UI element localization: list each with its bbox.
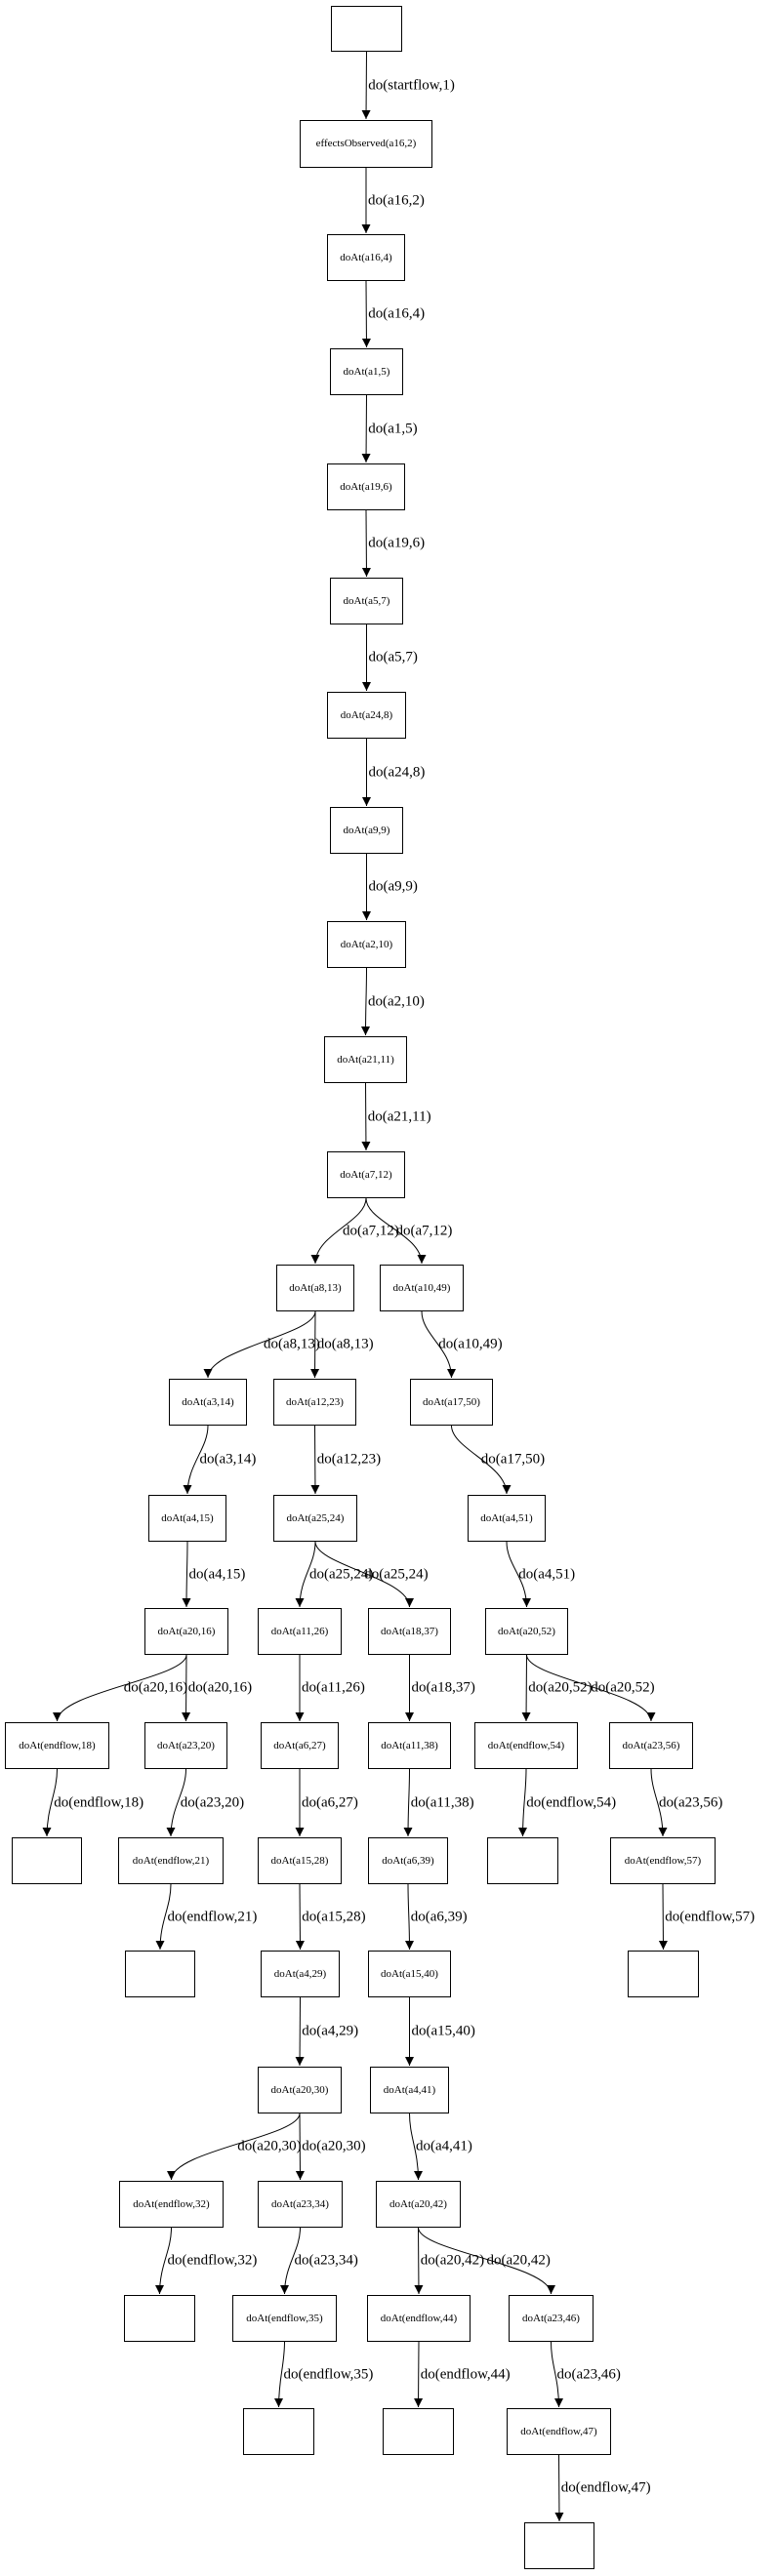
graph-node: doAt(a4,51) [468, 1495, 546, 1542]
edge-label: do(a16,2) [368, 192, 425, 208]
graph-node: doAt(endflow,35) [232, 2295, 337, 2342]
edge-label: do(a25,24) [364, 1566, 429, 1582]
edge-label: do(a23,56) [659, 1794, 723, 1810]
edge-label: do(a4,29) [302, 2023, 359, 2039]
edge-label: do(a19,6) [368, 535, 426, 551]
graph-node-empty [524, 2522, 594, 2569]
edge-label: do(a20,52) [591, 1679, 655, 1696]
graph-node: doAt(endflow,32) [119, 2181, 224, 2228]
edge-label: do(a20,16) [187, 1679, 253, 1696]
edge-label: do(a23,46) [556, 2366, 621, 2382]
graph-node: doAt(a15,40) [368, 1951, 451, 1997]
graph-node: doAt(a25,24) [273, 1495, 357, 1542]
graph-node: doAt(a1,5) [330, 348, 403, 395]
graph-node: doAt(a7,12) [327, 1151, 405, 1198]
edge-line [315, 1426, 316, 1494]
edge-line [559, 2455, 560, 2521]
graph-node: doAt(a20,16) [144, 1608, 228, 1655]
graph-node: doAt(a4,41) [370, 2067, 449, 2113]
edge-line [366, 510, 367, 577]
edge-line [300, 1884, 301, 1950]
edge-line [366, 52, 367, 119]
graph-node-empty [331, 6, 402, 52]
edge-label: do(a20,30) [302, 2138, 366, 2154]
graph-node: doAt(a20,42) [376, 2181, 461, 2228]
edge-label: do(a23,20) [180, 1794, 245, 1810]
edge-label: do(a10,49) [438, 1336, 503, 1352]
edge-label: do(a23,34) [294, 2252, 358, 2269]
graph-node: doAt(a6,39) [368, 1837, 448, 1884]
graph-node: doAt(endflow,44) [367, 2295, 471, 2342]
graph-node: doAt(a19,6) [327, 463, 405, 510]
edge-label: do(a8,13) [316, 1336, 374, 1352]
graph-node: doAt(a9,9) [330, 807, 403, 854]
edge-line [419, 2342, 420, 2407]
edge-line [419, 2228, 420, 2294]
edge-label: do(a25,24) [309, 1566, 374, 1582]
graph-node: doAt(a17,50) [410, 1379, 493, 1426]
edge-label: do(a17,50) [480, 1451, 546, 1468]
graph-node: doAt(a24,8) [327, 692, 406, 739]
graph-node: doAt(a23,56) [609, 1722, 693, 1769]
graph-node-empty [383, 2408, 454, 2455]
edge-label: do(a6,27) [302, 1794, 358, 1810]
edge-label: do(a5,7) [368, 649, 418, 665]
edge-label: do(a21,11) [367, 1108, 431, 1124]
graph-node: doAt(a23,46) [509, 2295, 594, 2342]
edge-label: do(a9,9) [368, 878, 418, 895]
graph-node: doAt(endflow,57) [610, 1837, 716, 1884]
graph-node: doAt(a5,7) [330, 578, 403, 624]
edge-label: do(a2,10) [368, 993, 425, 1009]
edge-line [663, 1884, 664, 1950]
edge-label: do(a24,8) [368, 764, 426, 780]
edge-label: do(a11,38) [410, 1794, 474, 1810]
edge-label: do(a4,15) [188, 1566, 246, 1582]
edge-label: do(a15,28) [302, 1909, 366, 1924]
edge-label: do(a4,41) [416, 2138, 472, 2154]
edge-line [366, 395, 367, 463]
graph-node: doAt(a20,30) [258, 2067, 342, 2113]
graph-node: doAt(a21,11) [324, 1036, 407, 1083]
graph-node: doAt(a10,49) [380, 1265, 464, 1311]
edge-label: do(a3,14) [199, 1451, 257, 1468]
graph-node: effectsObserved(a16,2) [300, 120, 432, 168]
graph-node: doAt(a4,15) [148, 1495, 226, 1542]
graph-node: doAt(a16,4) [327, 234, 405, 281]
graph-node: doAt(a12,23) [273, 1379, 356, 1426]
edge-label: do(a1,5) [368, 421, 418, 436]
edge-label: do(endflow,21) [167, 1909, 258, 1924]
edge-label: do(a20,52) [528, 1679, 593, 1696]
edge-label: do(a20,42) [486, 2252, 551, 2269]
graph-node-empty [243, 2408, 314, 2455]
graph-node: doAt(endflow,21) [118, 1837, 224, 1884]
graph-node-empty [124, 2295, 195, 2342]
graph-node: doAt(endflow,18) [5, 1722, 109, 1769]
edge-label: do(a4,51) [518, 1566, 576, 1582]
edge-label: do(a18,37) [411, 1679, 475, 1696]
edge-label: do(a20,30) [237, 2138, 302, 2154]
graph-node: doAt(a3,14) [169, 1379, 247, 1426]
edge-line [408, 1884, 410, 1950]
edge-line [300, 1997, 301, 2066]
graph-node: doAt(endflow,47) [507, 2408, 611, 2455]
edge-label: do(endflow,32) [167, 2252, 258, 2269]
edge-label: do(a20,16) [123, 1679, 188, 1696]
graph-node: doAt(endflow,54) [474, 1722, 578, 1769]
graph-node: doAt(a15,28) [258, 1837, 342, 1884]
graph-node: doAt(a6,27) [261, 1722, 339, 1769]
edge-line [408, 1769, 410, 1836]
edge-label: do(a16,4) [368, 305, 426, 322]
edge-label: do(a15,40) [411, 2023, 475, 2039]
edge-label: do(a6,39) [410, 1909, 468, 1924]
graph-node-empty [12, 1837, 82, 1884]
edge-line [366, 968, 367, 1035]
graph-node: doAt(a2,10) [327, 921, 406, 968]
graph-node: doAt(a11,38) [368, 1722, 451, 1769]
edge-line [366, 281, 367, 347]
edge-label: do(endflow,47) [560, 2479, 651, 2496]
edge-label: do(a11,26) [302, 1679, 365, 1696]
edge-line [186, 1542, 187, 1607]
edge-label: do(a7,12) [343, 1223, 399, 1238]
graph-node-empty [628, 1951, 699, 1997]
graph-node: doAt(a11,26) [258, 1608, 342, 1655]
graph-node: doAt(a4,29) [261, 1951, 340, 1997]
graph-node-empty [125, 1951, 195, 1997]
graph-node: doAt(a18,37) [368, 1608, 451, 1655]
edge-label: do(a12,23) [316, 1451, 382, 1468]
edge-label: do(endflow,18) [54, 1794, 144, 1810]
graph-node-empty [487, 1837, 558, 1884]
graph-node: doAt(a23,20) [144, 1722, 227, 1769]
edge-label: do(startflow,1) [368, 77, 455, 93]
edge-label: do(endflow,54) [526, 1794, 617, 1810]
edge-label: do(a8,13) [264, 1336, 320, 1352]
edge-label: do(endflow,35) [283, 2366, 374, 2382]
edge-label: do(a20,42) [420, 2252, 485, 2269]
edge-line [366, 1083, 367, 1150]
edge-line [526, 1655, 527, 1721]
edge-label: do(a7,12) [395, 1223, 453, 1238]
edge-label: do(endflow,44) [420, 2366, 511, 2382]
edge-label: do(endflow,57) [665, 1909, 756, 1924]
graph-node: doAt(a20,52) [485, 1608, 568, 1655]
graph-node: doAt(a8,13) [276, 1265, 354, 1311]
graph-node: doAt(a23,34) [258, 2181, 343, 2228]
